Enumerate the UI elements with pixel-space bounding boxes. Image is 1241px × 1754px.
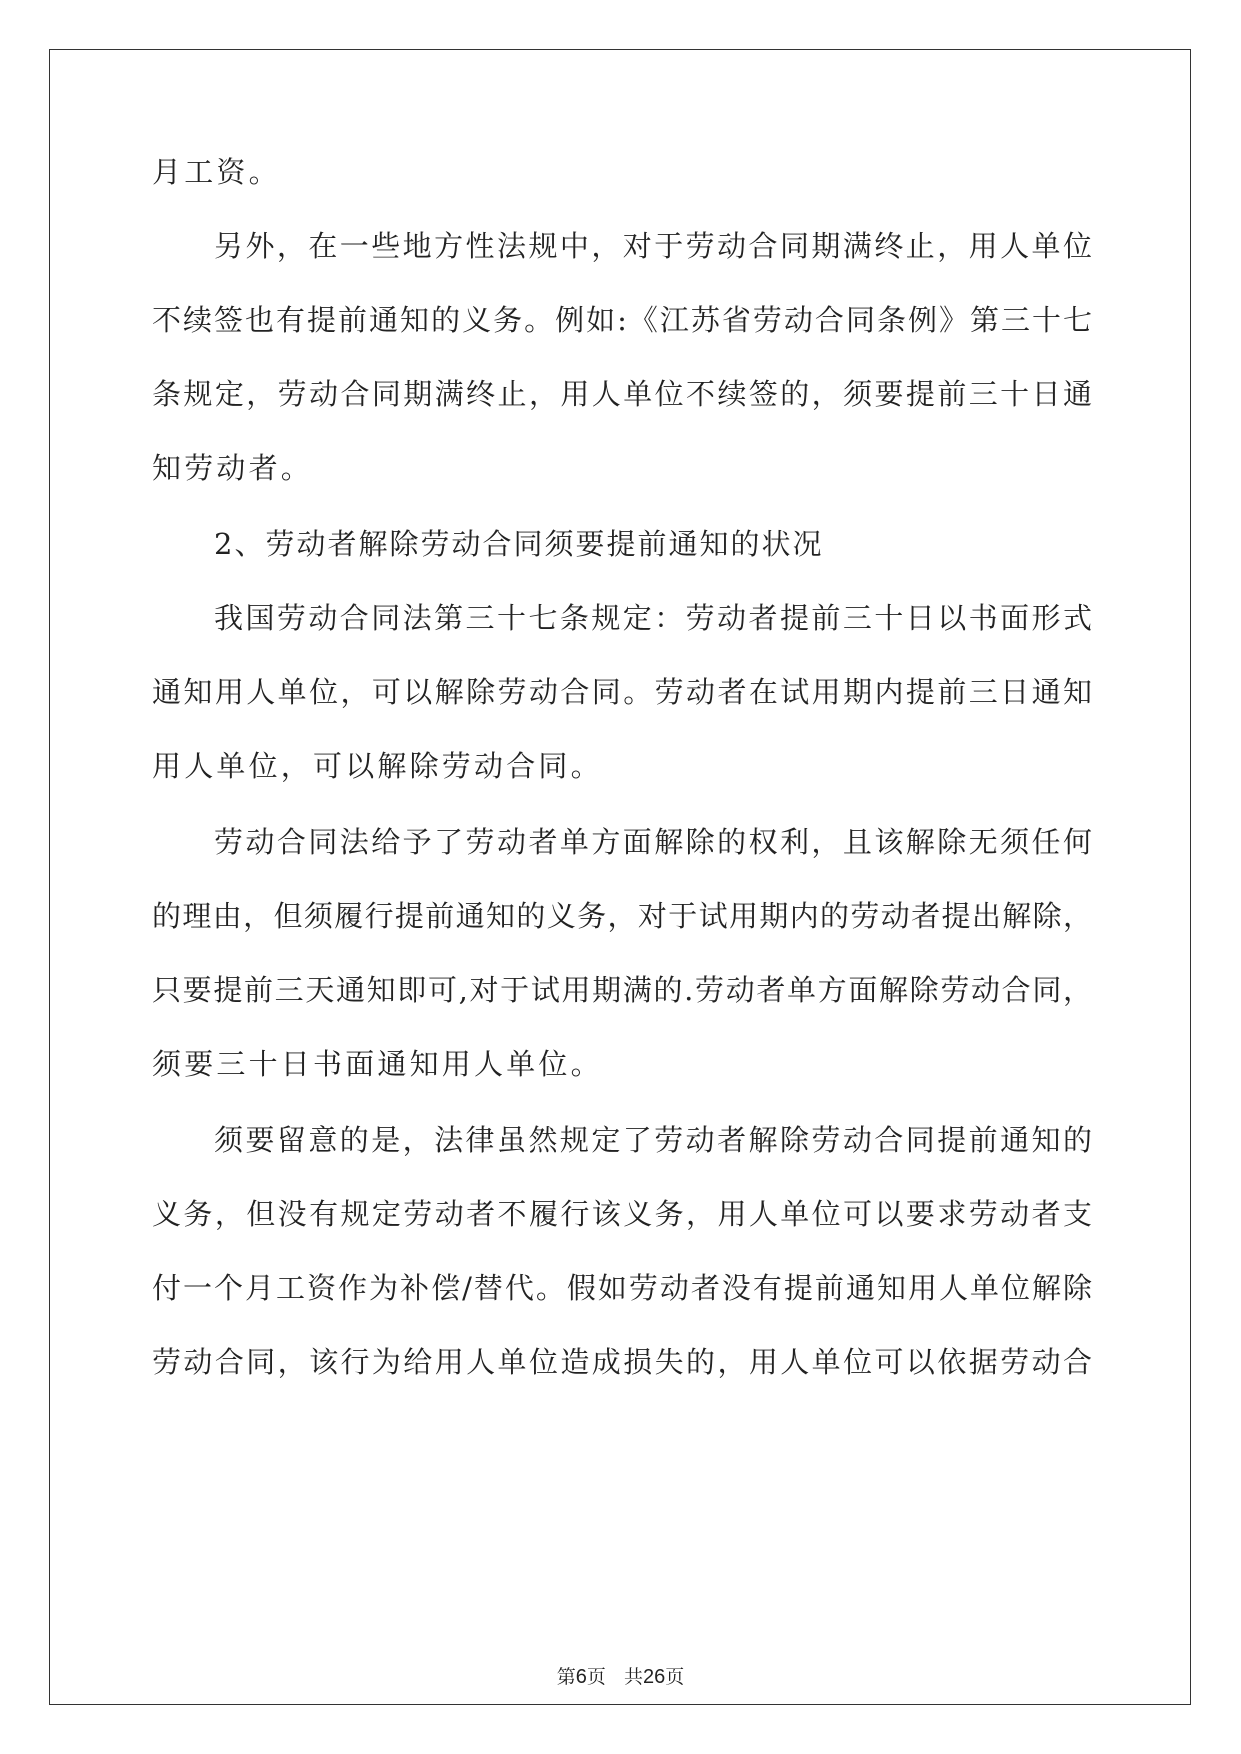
text-line: 通知用人单位，可以解除劳动合同。劳动者在试用期内提前三日通知 — [152, 675, 1092, 709]
text-line: 用人单位，可以解除劳动合同。 — [152, 749, 603, 783]
text-line: 须要留意的是，法律虽然规定了劳动者解除劳动合同提前通知的 — [214, 1123, 1092, 1157]
text-line: 义务，但没有规定劳动者不履行该义务，用人单位可以要求劳动者支 — [152, 1197, 1092, 1231]
text-line: 条规定，劳动合同期满终止，用人单位不续签的，须要提前三十日通 — [152, 377, 1092, 411]
current-page-number: 6 — [575, 1666, 587, 1688]
text-line: 月工资。 — [152, 155, 281, 189]
page-number-footer — [0, 1662, 1241, 1689]
footer-prefix: 第 — [556, 1666, 576, 1688]
text-line: 不续签也有提前通知的义务。例如:《江苏省劳动合同条例》第三十七 — [152, 303, 1092, 337]
text-line: 劳动合同法给予了劳动者单方面解除的权利，且该解除无须任何 — [214, 825, 1092, 859]
footer-total-suffix: 页 — [665, 1666, 685, 1688]
footer-total-prefix: 共 — [624, 1666, 644, 1688]
text-line: 我国劳动合同法第三十七条规定：劳动者提前三十日以书面形式 — [214, 601, 1092, 635]
text-line: 只要提前三天通知即可,对于试用期满的.劳动者单方面解除劳动合同， — [152, 973, 1092, 1007]
text-line: 付一个月工资作为补偿/替代。假如劳动者没有提前通知用人单位解除 — [152, 1271, 1092, 1305]
text-line: 须要三十日书面通知用人单位。 — [152, 1047, 603, 1081]
section-heading: 2、劳动者解除劳动合同须要提前通知的状况 — [214, 527, 824, 561]
text-line: 的理由，但须履行提前通知的义务，对于试用期内的劳动者提出解除， — [152, 899, 1092, 933]
text-line: 劳动合同，该行为给用人单位造成损失的，用人单位可以依据劳动合 — [152, 1345, 1092, 1379]
total-page-count: 26 — [643, 1666, 666, 1688]
footer-page-suffix: 页 — [586, 1666, 606, 1688]
text-line: 另外，在一些地方性法规中，对于劳动合同期满终止，用人单位 — [214, 229, 1092, 263]
text-line: 知劳动者。 — [152, 451, 314, 485]
